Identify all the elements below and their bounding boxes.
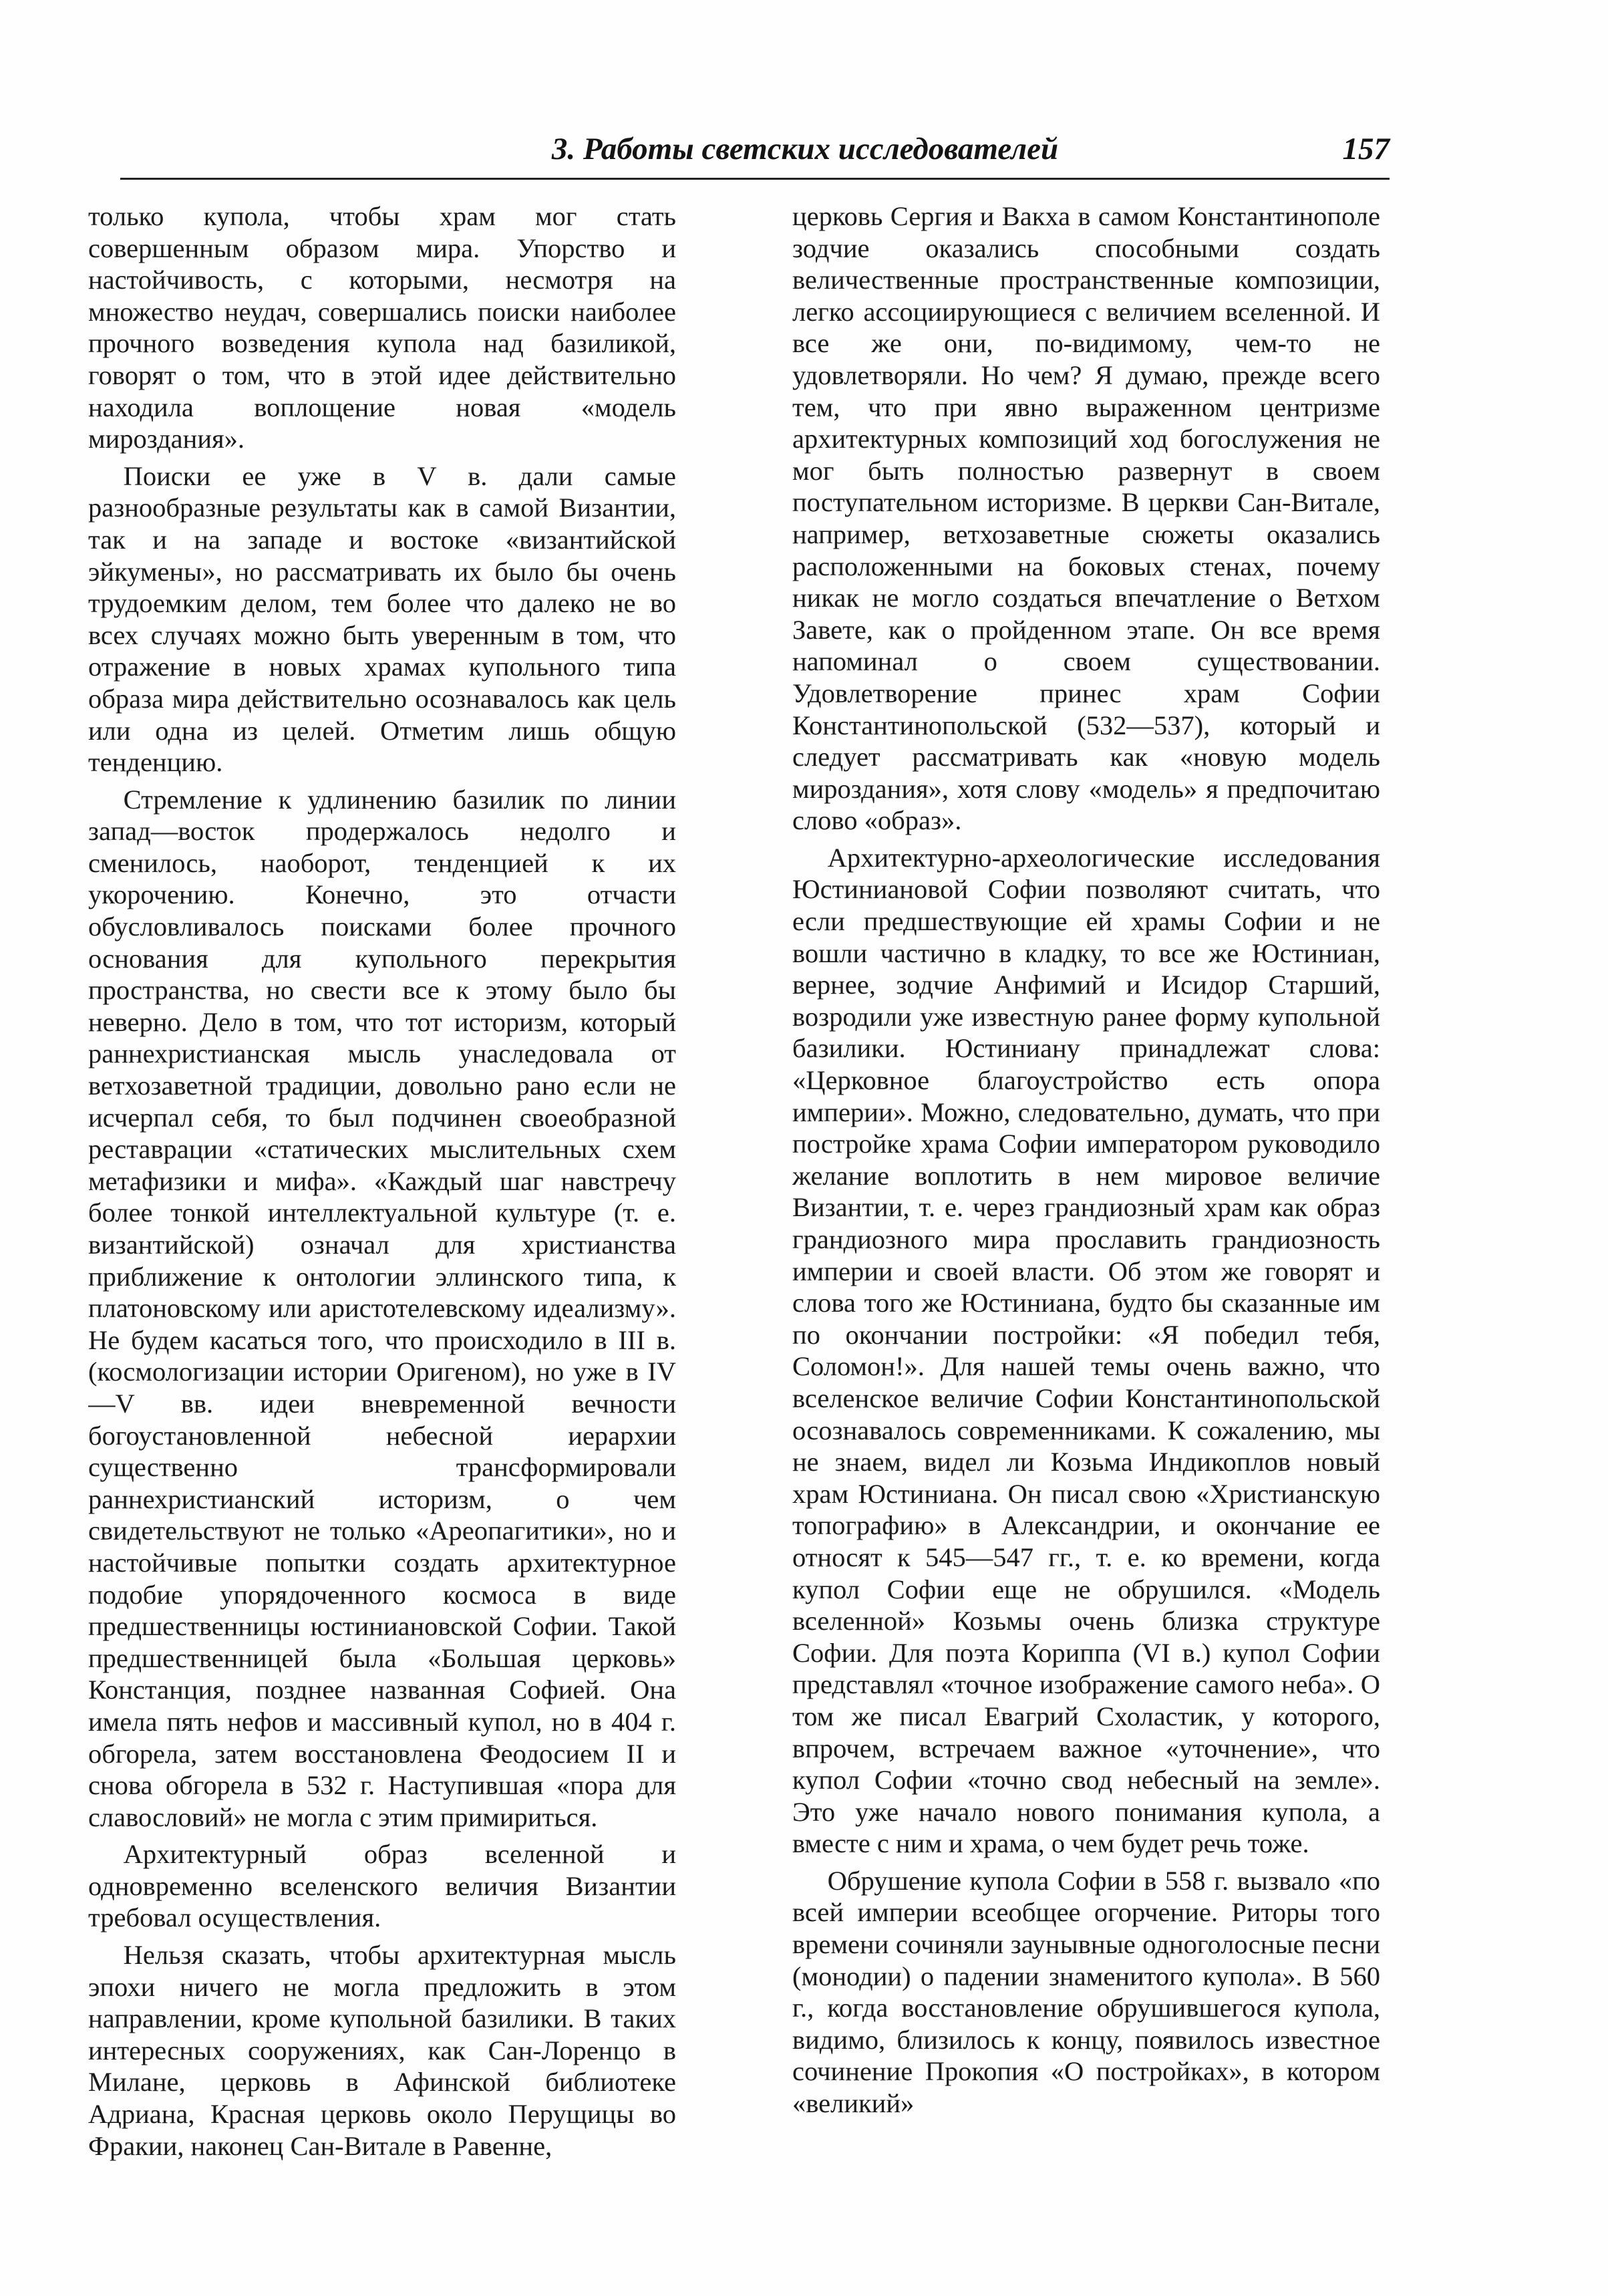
paragraph: Поиски ее уже в V в. дали самые разнообразные результаты как в самой Византии, так и на западе и востоке «византийской эйкумены», но рассматривать их было бы очень трудоемким делом, тем более что далеко не во всех случаях можно быть уверенным в том, что отражение в новых храмах купольного типа образа мира действительно осознавалось как цель или одна из целей. Отметим лишь общую тенденцию. <box>88 460 676 778</box>
paragraph: Архитектурный образ вселенной и одновременно вселенского величия Византии требовал осуществления. <box>88 1839 676 1933</box>
right-column <box>792 200 1380 2259</box>
paragraph: Нельзя сказать, чтобы архитектурная мысль эпохи ничего не могла предложить в этом направлении, кроме купольной базилики. В таких интересных сооружениях, как Сан-Лоренцо в Милане, церковь в Афинской библиотеке Адриана, Красная церковь около Перущицы во Фракии, наконец Сан-Витале в Равенне, <box>88 1940 676 2161</box>
paragraph: церковь Сергия и Вакха в самом Константинополе зодчие оказались способными создать величественные пространственные композиции, легко ассоциирующиеся с величием вселенной. И все же они, по-видимому, чем-то не удовлетворяли. Но чем? Я думаю, прежде всего тем, что при явно выраженном центризме архитектурных композиций ход богослужения не мог быть полностью развернут в своем поступательном историзме. В церкви Сан-Витале, например, ветхозаветные сюжеты оказались расположенными на боковых стенах, почему никак не могло создаться впечатление о Ветхом Завете, как о пройденном этапе. Он все время напоминал о своем существовании. Удовлетворение принес храм Софии Константинопольской (532—537), который и следует рассматривать как «новую модель мироздания», хотя слову «модель» я предпочитаю слово «образ». <box>792 201 1380 836</box>
paragraph: Обрушение купола Софии в 558 г. вызвало «по всей империи всеобщее огорчение. Риторы того времени сочиняли заунывные одноголосные песни (монодии) о падении знаменитого купола». В 560 г., когда восстановление обрушившегося купола, видимо, близилось к концу, появилось известное сочинение Прокопия «О постройках», в котором «великий» <box>792 1865 1380 2119</box>
page-header <box>120 131 1390 178</box>
header-rule <box>120 178 1390 180</box>
paragraph: Архитектурно-археологические исследования Юстиниановой Софии позволяют считать, что если предшествующие ей храмы Софии и не вошли частично в кладку, то все же Юстиниан, вернее, зодчие Анфимий и Исидор Старший, возродили уже известную ранее форму купольной базилики. Юстиниану принадлежат слова: «Церковное благоустройство есть опора империи». Можно, следовательно, думать, что при постройке храма Софии императором руководило желание воплотить в нем мировое величие Византии, т. е. через грандиозный храм как образ грандиозного мира прославить грандиозность империи и своей власти. Об этом же говорят и слова того же Юстиниана, будто бы сказанные им по окончании постройки: «Я победил тебя, Соломон!». Для нашей темы очень важно, что вселенское величие Софии Константинопольской осознавалось современниками. К сожалению, мы не знаем, видел ли Козьма Индикоплов новый храм Юстиниана. Он писал свою «Христианскую топографию» в Александрии, и окончание ее относят к 545—547 гг., т. е. ко времени, когда купол Софии еще не обрушился. «Модель вселенной» Козьмы очень близка структуре Софии. Для поэта Кориппа (VI в.) купол Софии представлял «точное изображение самого неба». О том же писал Евагрий Схоластик, у которого, впрочем, встречаем важное «уточнение», что купол Софии «точно свод небесный на земле». Это уже начало нового понимания купола, а вместе с ним и храма, о чем будет речь тоже. <box>792 842 1380 1859</box>
page-number: 157 <box>1342 132 1390 166</box>
running-head: 3. Работы светских исследователей <box>551 132 1059 166</box>
paragraph: Стремление к удлинению базилик по линии запад—восток продержалось недолго и сменилось, наоборот, тенденцией к их укорочению. Конечно, это отчасти обусловливалось поисками более прочного основания для купольного перекрытия пространства, но свести все к этому было бы неверно. Дело в том, что тот историзм, который раннехристианская мысль унаследовала от ветхозаветной традиции, довольно рано если не исчерпал себя, то был подчинен своеобразной реставрации «статических мыслительных схем метафизики и мифа». «Каждый шаг навстречу более тонкой интеллектуальной культуре (т. е. византийской) означал для христианства приближение к онтологии эллинского типа, к платоновскому или аристотелевскому идеализму». Не будем касаться того, что происходило в III в. (космологизации истории Оригеном), но уже в IV—V вв. идеи вневременной вечности богоустановленной небесной иерархии существенно трансформировали раннехристианский историзм, о чем свидетельствуют не только «Ареопагитики», но и настойчивые попытки создать архитектурное подобие упорядоченного космоса в виде предшественницы юстиниановской Софии. Такой предшественницей была «Большая церковь» Констанция, позднее названная Софией. Она имела пять нефов и массивный купол, но в 404 г. обгорела, затем восстановлена Феодосием II и снова обгорела в 532 г. Наступившая «пора для славословий» не могла с этим примириться. <box>88 784 676 1832</box>
left-column <box>88 200 676 2259</box>
paragraph: только купола, чтобы храм мог стать совершенным образом мира. Упорство и настойчивость, с которыми, несмотря на множество неудач, совершались поиски наиболее прочного возведения купола над базиликой, говорят о том, что в этой идее действительно находила воплощение новая «модель мироздания». <box>88 201 676 454</box>
